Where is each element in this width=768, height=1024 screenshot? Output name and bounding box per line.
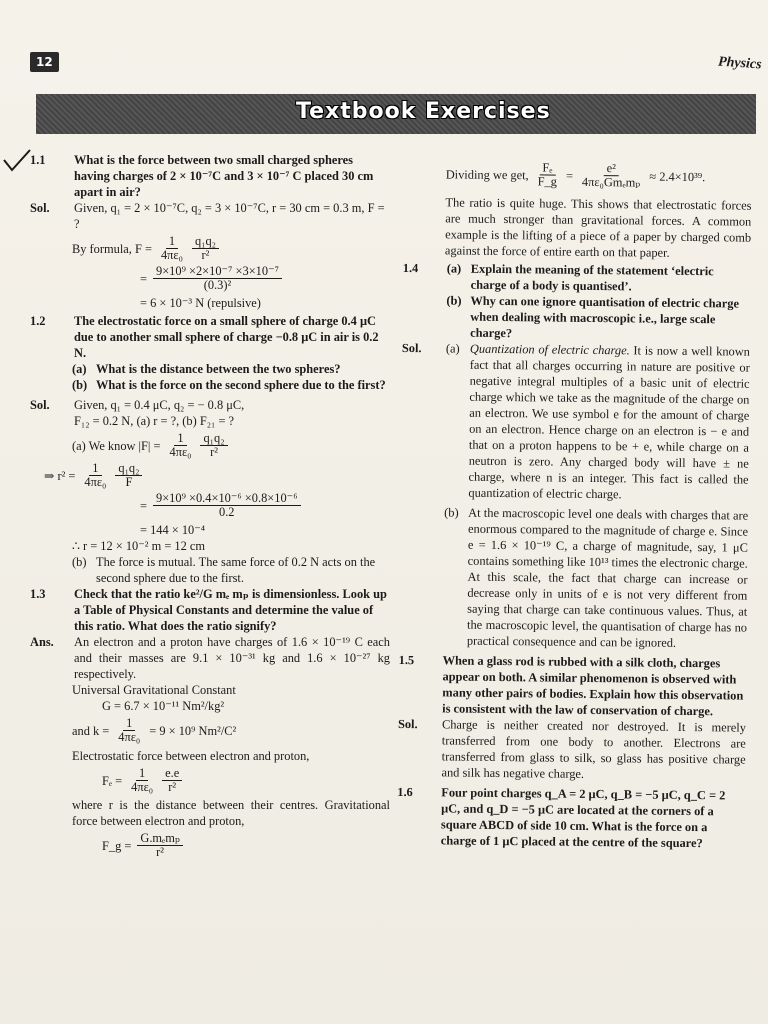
gravitational-constant-value: G = 6.7 × 10⁻¹¹ Nm²/kg² [102,699,225,713]
question-1-1 [30,152,390,232]
ratio-explanation: The ratio is quite huge. This shows that electrostatic forces are much stronger than gravitational forces. A common example is the lifting of a piece of a paper by charged comb against the force of entire earth on that paper. [444,195,752,260]
electrostatic-label: Electrostatic force between electron and proton, [72,749,310,763]
distance-result: ∴ r = 12 × 10⁻² m = 12 cm [72,539,206,553]
question-text: The electrostatic force on a small sphere of charge 0.4 μC due to another small sphere of charge −0.8 μC in air is 0.2 N. [74,314,379,360]
banner-title: Textbook Exercises [296,99,551,124]
r-squared-formula: ⇒ r² = $\frac{1}{\text{4πε₀}}$ $\frac{\text{q₁q₂}}{F}$ [44,462,390,489]
question-1-2: 1.2 The electrostatic force on a small sphere of charge 0.4 μC due to another small sphere of charge −0.8 μC in air is 0.2 N. [30,313,390,361]
charge-fraction: $\frac{\text{q₁q₂}}{\text{r²}}$ [192,235,219,262]
question-1-6: 1.6 Four point charges q_A = 2 μC, q_B = −5 μC, q_C = 2 μC, and q_D = −5 μC are located at the corners of a square ABCD of side 10 cm. What is the force on a charge of 1 μC placed at the centre of the square? [397,784,726,851]
k-value-formula: and k = $\frac{1}{\text{4πε₀}}$ = 9 × 10⁹ Nm²/C² [72,716,237,744]
section-banner [36,94,756,134]
formula-label: By formula, F = [72,241,152,256]
subject-label: Physics [718,54,763,73]
ratio-formula: Dividing we get, $\frac{\text{Fₑ}}{F\_g}$ = $\frac{\text{e²}}{\text{4πε₀Gmₑmₚ}}$ ≈ 2.4×10³⁹. [445,160,706,190]
given-values: Given, q₁ = 2 × 10⁻⁷C, q₂ = 3 × 10⁻⁷C, r = 30 cm = 0.3 m, F = ? [74,201,385,231]
page-number: 12 [30,52,59,72]
calc-line: = 144 × 10⁻⁴ [140,523,206,537]
fg-formula: F_g = $\frac{\text{G.mₑmₚ}}{\text{r²}}$ [102,832,390,859]
solution-label: Sol. [30,201,50,215]
coulomb-formula [72,235,390,262]
r-calc-row: = $\frac{\text{9×10⁹ ×0.4×10⁻⁶ ×0.8×10⁻⁶}}{0.2}$ [140,492,390,519]
question-number: 1.1 [30,153,46,167]
fe-formula: Fₑ = $\frac{1}{\text{4πε₀}}$ $\frac{e.e}{\text{r²}}$ [102,767,390,794]
question-text: What is the force between two small charged spheres having charges of 2 × 10⁻⁷C and 3 × 10⁻⁷ C placed 30 cm apart in air? [74,153,374,199]
left-column [30,152,390,862]
solution-1-2: Sol. Given, q₁ = 0.4 μC, q₂ = − 0.8 μC, F₁₂ = 0.2 N, (a) r = ?, (b) F₂₁ = ? [30,398,245,428]
question-1-4: 1.4 (a) Explain the meaning of the statement ‘electric charge of a body is quantised’. (b) Why can one ignore quantisation of electric charge when dealing with macroscopic i.e., large scale charge? Sol. (a) Quantization of electric charge. It is now a well known fact that all charges occurring in nature are positive or negative integral multiples of a basic unit of electric charge which we take as the magnitude of the charge on an electron. We use symbol e for the amount of charge on an electron. Hence charge on an electron is − e and that on a proton happens to be + e, while charge on a neutron is zero. Any charged body will have ± ne charge, where n is an integer. This fact is called the quantization of electric charge. (b) At the macroscopic level one deals with charges that are enormous compared to the magnitude of charge e. Since e = 1.6 × 10⁻¹⁹ C, a charge of magnitude, say, 1 μC contains something like 10¹³ times the electronic charge. At this scale, the fact that charge can increase or decrease only in units of e is not very different from saying that charge can take continuous values. Thus, at the macroscopic level, the quantisation of charge has no practical consequence and can be ignored. [401,260,751,650]
k-fraction: $\frac{1}{\text{4πε₀}}$ [160,234,183,262]
part-b-answer: (b) The force is mutual. The same force of 0.2 N acts on the second sphere due to the first. [72,555,376,585]
force-magnitude-formula: (a) We know |F| = $\frac{1}{\text{4πε₀}}$ $\frac{\text{q₁q₂}}{\text{r²}}$ [72,432,390,459]
right-column [397,152,752,852]
checkmark-icon [2,148,32,172]
gravitational-constant-title: Universal Gravitational Constant [72,683,236,697]
question-1-2-parts: (a) What is the distance between the two spheres? (b) What is the force on the second sphere due to the first? [72,362,386,392]
calc-fraction-row: = $\frac{\text{9×10⁹ ×2×10⁻⁷ ×3×10⁻⁷}}{\text{(0.3)²}}$ [140,265,390,292]
question-1-3: 1.3 Check that the ratio ke²/G mₑ mₚ is dimensionless. Look up a Table of Physical Constants and determine the value of this ratio. What does the ratio signify? Ans. An electron and a proton have charges of 1.6 × 10⁻¹⁹ C each and their masses are 9.1 × 10⁻³¹ kg and 1.6 × 10⁻²⁷ kg respectively. [30,587,390,681]
result-1-1: = 6 × 10⁻³ N (repulsive) [140,296,261,310]
distance-note: where r is the distance between their centres. Gravitational force between electron and proton, [72,798,390,828]
calc-fraction: $\frac{\text{9×10⁹ ×2×10⁻⁷ ×3×10⁻⁷}}{\text{(0.3)²}}$ [153,265,282,292]
question-1-5: 1.5 When a glass rod is rubbed with a silk cloth, charges appear on both. A similar phenomenon is observed with many other pairs of bodies. Explain how this observation is consistent with the law of conservation of charge. Sol. Charge is neither created nor destroyed. It is merely transferred from one body to another. Electrons are transferred from glass to silk, so glass has positive charge and silk has negative charge. [397,652,747,781]
